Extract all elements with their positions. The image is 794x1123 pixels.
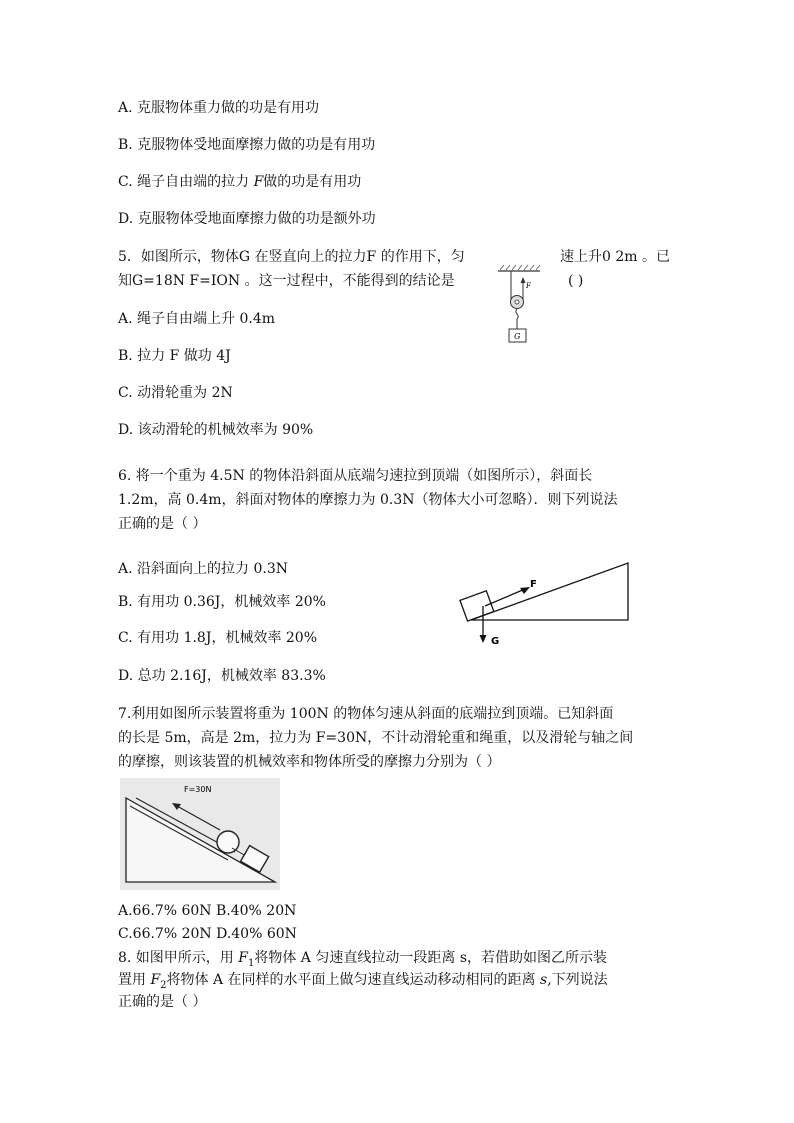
q6-stem-line1: 6. 将一个重为 4.5N 的物体沿斜面从底端匀速拉到顶端（如图所示），斜面长	[118, 468, 593, 484]
q5-pulley-figure	[495, 264, 545, 346]
q7-stem-line1: 7.利用如图所示装置将重为 100N 的物体匀速从斜面的底端拉到顶端。已知斜面	[118, 706, 614, 722]
q8-text-3: 置用	[118, 972, 151, 988]
q7-stem-line3: 的摩擦，则该装置的机械效率和物体所受的摩擦力分别为（ ）	[118, 754, 501, 770]
q6-option-d: D. 总功 2.16J，机械效率 83.3%	[118, 668, 326, 684]
q4-option-d: D. 克服物体受地面摩擦力做的功是额外功	[118, 211, 376, 227]
q5-fig-label-F: F	[526, 282, 531, 290]
q8-stem-line3: 正确的是（ ）	[118, 994, 207, 1010]
q5-stem-line1: 5．如图所示，物体G 在竖直向上的拉力F 的作用下，匀	[118, 249, 465, 265]
q5-option-d: D. 该动滑轮的机械效率为 90%	[118, 422, 314, 438]
q7-options-row2: C.66.7% 20N D.40% 60N	[118, 926, 297, 942]
q5-option-c: C. 动滑轮重为 2N	[118, 385, 233, 401]
q8-text-5: ,下列说法	[547, 972, 608, 988]
q7-incline-pulley-figure	[120, 778, 280, 890]
q6-stem-line3: 正确的是（ ）	[118, 516, 207, 532]
q6-option-c: C. 有用功 1.8J，机械效率 20%	[118, 630, 318, 646]
q8-sub-1: 1	[247, 957, 255, 969]
q7-fig-label-force: F=30N	[184, 785, 212, 794]
gravity-arrow-head-icon	[480, 635, 487, 643]
q8-text-2: 将物体 A 匀速直线拉动一段距离 s，若借助如图乙所示装	[254, 950, 608, 966]
q8-sub-2: 2	[160, 979, 167, 991]
ceiling-hatch	[500, 265, 540, 270]
q8-var-s: s	[540, 972, 548, 988]
q6-stem-line2: 1.2m，高 0.4m，斜面对物体的摩擦力为 0.3N（物体大小可忽略）．则下列说法	[118, 492, 618, 508]
incline-triangle	[471, 563, 628, 620]
q8-text-1: 8. 如图甲所示，用	[118, 950, 239, 966]
q8-stem-line2	[118, 971, 608, 995]
q5-fig-label-G: G	[514, 332, 521, 341]
q6-fig-label-G: G	[491, 636, 500, 647]
q4-option-c-text: C. 绳子自由端的拉力	[118, 174, 254, 190]
q4-option-c-rest: 做的功是有用功	[263, 174, 362, 190]
q4-option-b: B. 克服物体受地面摩擦力做的功是有用功	[118, 137, 376, 153]
q5-option-a: A. 绳子自由端上升 0.4m	[118, 311, 276, 327]
q5-stem-line2: 知G=18N F=ION 。这一过程中，不能得到的结论是	[118, 273, 455, 289]
q5-option-b: B. 拉力 F 做功 4J	[118, 348, 231, 364]
q8-stem-line1	[118, 949, 607, 973]
hook-icon	[516, 309, 518, 319]
pull-arrow-icon	[521, 277, 526, 283]
q4-option-a: A. 克服物体重力做的功是有用功	[118, 100, 320, 116]
q6-incline-figure	[455, 556, 635, 648]
q7-stem-line2: 的长是 5m，高是 2m，拉力为 F=30N，不计动滑轮重和绳重，以及滑轮与轴之间	[118, 730, 634, 746]
q8-var-F1: F	[238, 950, 248, 966]
q4-option-c-var: F	[253, 174, 264, 190]
q5-answer-paren: ( )	[568, 273, 584, 289]
q8-var-F2: F	[150, 972, 161, 988]
q7-options-row1: A.66.7% 60N B.40% 20N	[118, 903, 297, 919]
q5-stem-line1-end: 速上升0 2m 。已	[560, 249, 670, 265]
q6-fig-label-F: F	[530, 579, 537, 590]
q6-option-a: A. 沿斜面向上的拉力 0.3N	[118, 561, 288, 577]
q8-text-4: 将物体 A 在同样的水平面上做匀速直线运动移动相同的距离	[166, 972, 541, 988]
q4-option-c	[118, 173, 361, 191]
q6-option-b: B. 有用功 0.36J，机械效率 20%	[118, 594, 326, 610]
